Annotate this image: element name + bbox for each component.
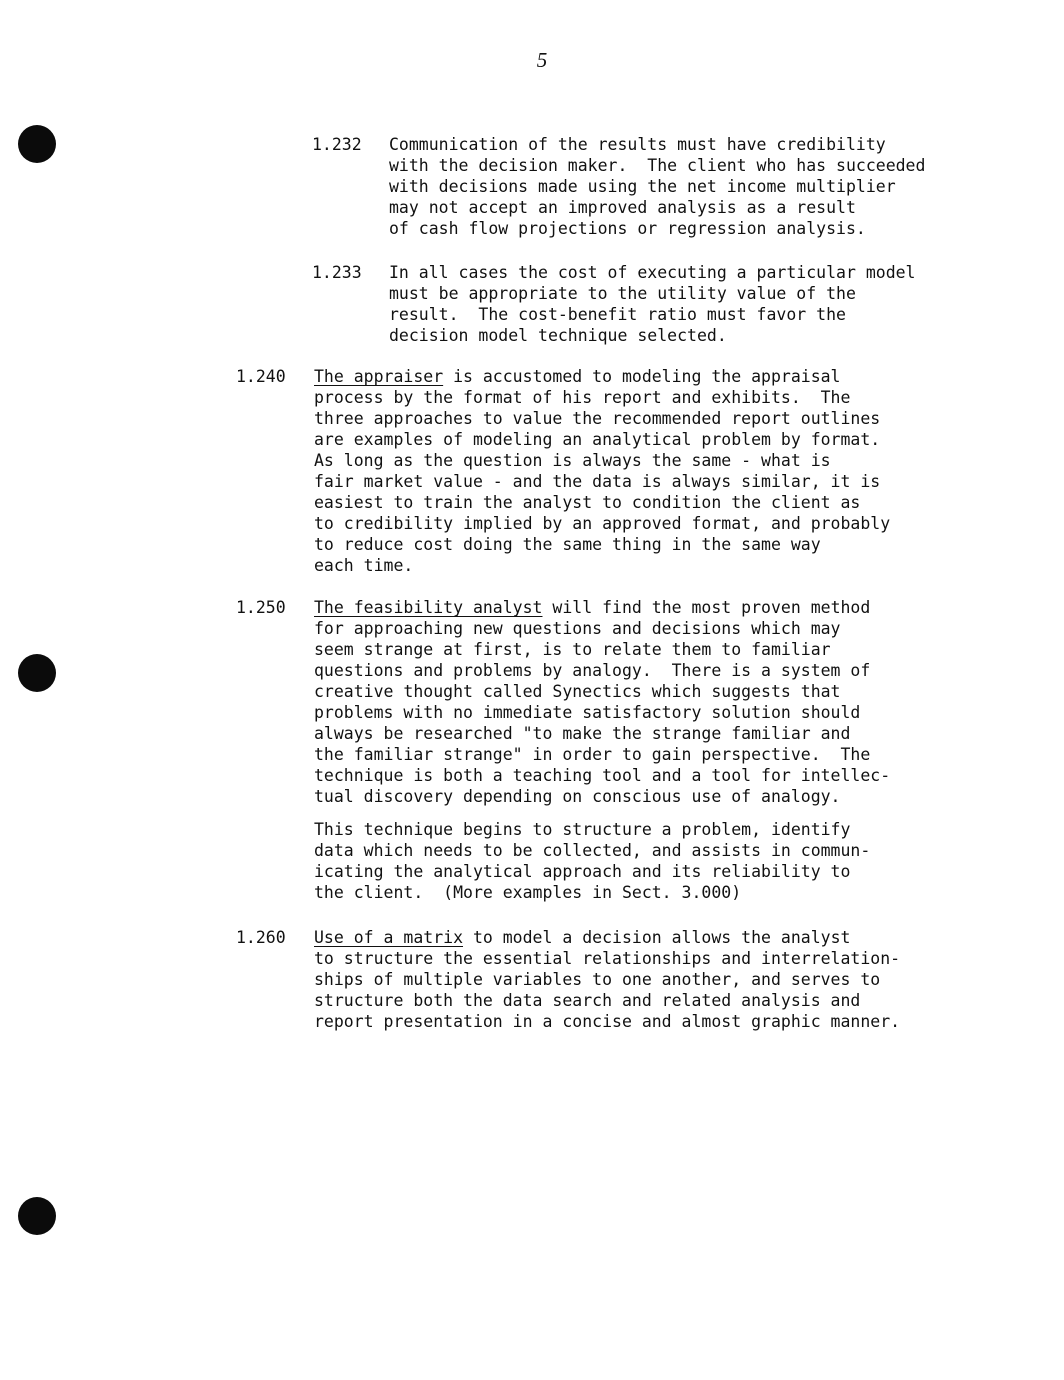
section-body: [389, 134, 925, 239]
text-line: [314, 597, 890, 618]
text-line: the client. (More examples in Sect. 3.000): [314, 883, 742, 902]
text-line: This technique begins to structure a problem, identify: [314, 820, 851, 839]
text-line: ships of multiple variables to one another, and serves to: [314, 970, 881, 989]
text-line: [314, 366, 890, 387]
text-line: Communication of the results must have credibility: [389, 135, 886, 154]
section-number: 1.250: [236, 598, 286, 617]
text-line: with the decision maker. The client who has succeeded: [389, 156, 926, 175]
text-line: process by the format of his report and exhibits. The: [314, 388, 851, 407]
text-line: to credibility implied by an approved format, and probably: [314, 514, 891, 533]
text-line: are examples of modeling an analytical problem by format.: [314, 430, 881, 449]
text-line: data which needs to be collected, and assists in commun-: [314, 841, 871, 860]
section-1-240: [236, 366, 890, 576]
text-line: must be appropriate to the utility value of the: [389, 284, 856, 303]
text-line: In all cases the cost of executing a particular model: [389, 263, 916, 282]
section-body: [314, 927, 900, 1032]
section-1-250: [236, 597, 890, 903]
text-line-rest: will find the most proven method: [542, 598, 871, 617]
text-line: may not accept an improved analysis as a result: [389, 198, 856, 217]
binder-hole-top: [18, 125, 56, 163]
text-line: As long as the question is always the same - what is: [314, 451, 831, 470]
binder-hole-middle: [18, 654, 56, 692]
text-line: icating the analytical approach and its reliability to: [314, 862, 851, 881]
text-line: for approaching new questions and decisions which may: [314, 619, 841, 638]
binder-hole-bottom: [18, 1197, 56, 1235]
text-line: each time.: [314, 556, 414, 575]
text-line: result. The cost-benefit ratio must favor the: [389, 305, 846, 324]
page-number: 5: [536, 48, 548, 72]
text-line: structure both the data search and related analysis and: [314, 991, 861, 1010]
section-body: [389, 262, 916, 346]
text-line: seem strange at first, is to relate them to familiar: [314, 640, 831, 659]
section-number: 1.240: [236, 367, 286, 386]
text-line: always be researched "to make the strange familiar and: [314, 724, 851, 743]
section-body: [314, 366, 890, 576]
text-line: with decisions made using the net income multiplier: [389, 177, 896, 196]
text-line-rest: to model a decision allows the analyst: [463, 928, 851, 947]
text-line: decision model technique selected.: [389, 326, 727, 345]
text-line: fair market value - and the data is always similar, it is: [314, 472, 881, 491]
underlined-term: Use of a matrix: [314, 928, 464, 947]
text-line: report presentation in a concise and almost graphic manner.: [314, 1012, 901, 1031]
text-line: questions and problems by analogy. There is a system of: [314, 661, 871, 680]
section-number: 1.233: [312, 263, 362, 282]
underlined-term: The feasibility analyst: [314, 598, 543, 617]
section-1-260: [236, 927, 900, 1032]
text-line: three approaches to value the recommended report outlines: [314, 409, 881, 428]
text-line: problems with no immediate satisfactory solution should: [314, 703, 861, 722]
section-number: 1.260: [236, 928, 286, 947]
section-1-232: [312, 134, 925, 239]
text-line: technique is both a teaching tool and a tool for intellec-: [314, 766, 891, 785]
text-line: tual discovery depending on conscious use of analogy.: [314, 787, 841, 806]
text-line: of cash flow projections or regression analysis.: [389, 219, 866, 238]
text-line: easiest to train the analyst to condition the client as: [314, 493, 861, 512]
text-line: to reduce cost doing the same thing in the same way: [314, 535, 821, 554]
text-line: [314, 927, 900, 948]
text-line: to structure the essential relationships and interrelation-: [314, 949, 901, 968]
underlined-term: The appraiser: [314, 367, 444, 386]
text-line: creative thought called Synectics which suggests that: [314, 682, 841, 701]
section-1-233: [312, 262, 916, 346]
sub-paragraph: [314, 819, 890, 903]
text-line-rest: is accustomed to modeling the appraisal: [443, 367, 841, 386]
section-body: [314, 597, 890, 903]
section-number: 1.232: [312, 135, 362, 154]
text-line: the familiar strange" in order to gain perspective. The: [314, 745, 871, 764]
